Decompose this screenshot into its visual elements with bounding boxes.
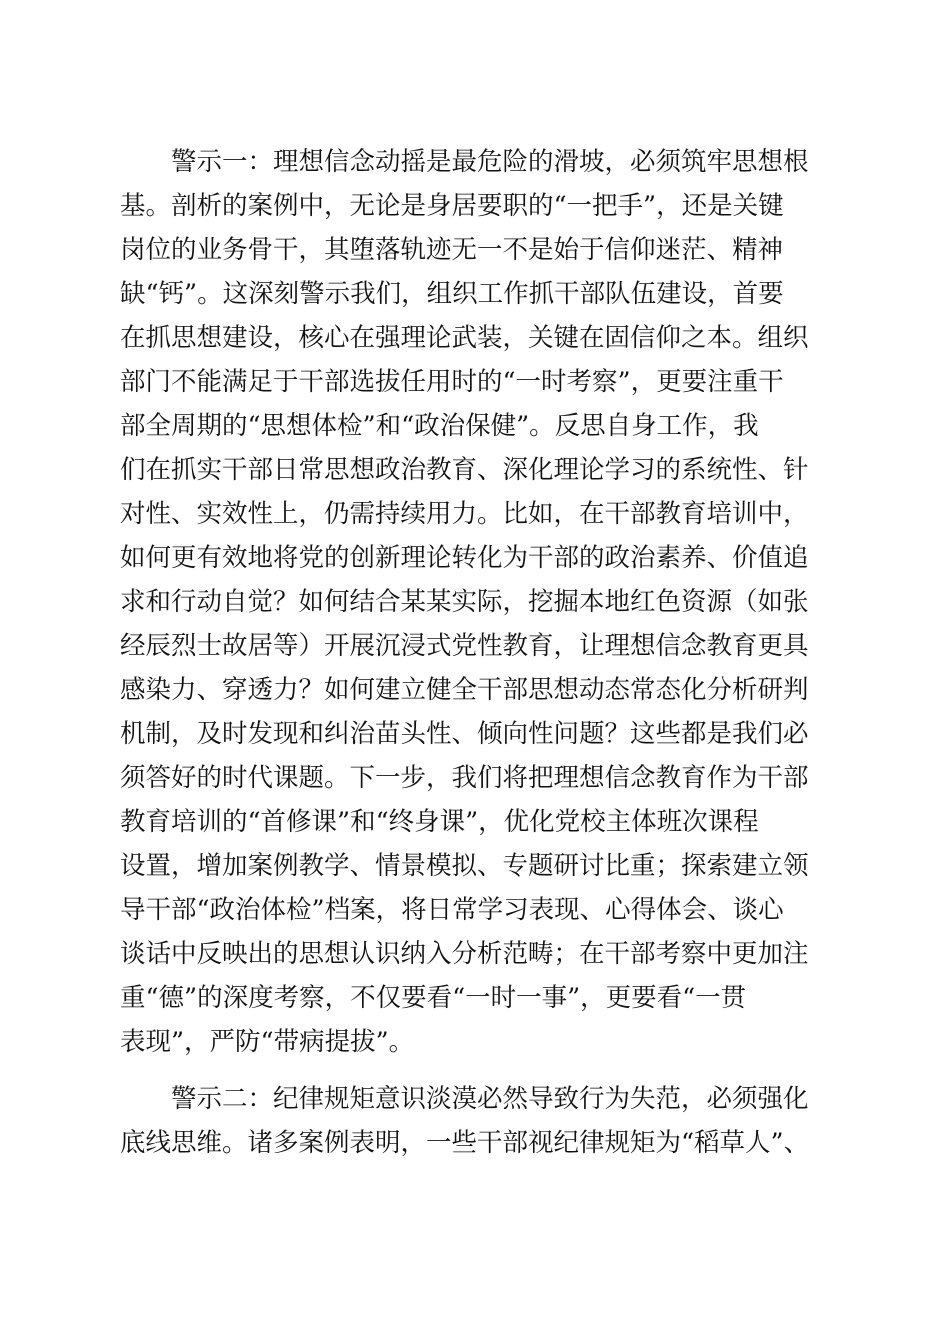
- text-line: 在抓思想建设，核心在强理论武装，关键在固信仰之本。组织: [120, 323, 809, 353]
- text-line: 设置，增加案例教学、情景模拟、专题研讨比重；探索建立领: [120, 851, 809, 881]
- text-line: 缺“钙”。这深刻警示我们，组织工作抓干部队伍建设，首要: [120, 279, 784, 309]
- text-line: 底线思维。诸多案例表明，一些干部视纪律规矩为“稻草人”、: [120, 1128, 810, 1158]
- text-line: 教育培训的“首修课”和“终身课”，优化党校主体班次课程: [120, 807, 759, 837]
- text-line: 部全周期的“思想体检”和“政治保健”。反思自身工作，我: [120, 411, 759, 441]
- text-line: 须答好的时代课题。下一步，我们将把理想信念教育作为干部: [120, 763, 809, 793]
- text-line: 警示二：纪律规矩意识淡漠必然导致行为失范，必须强化: [120, 1084, 809, 1114]
- text-line: 们在抓实干部日常思想政治教育、深化理论学习的系统性、针: [120, 455, 809, 485]
- paragraph-warning-one: [120, 140, 830, 1064]
- text-line: 基。剖析的案例中，无论是身居要职的“一把手”，还是关键: [120, 191, 784, 221]
- text-line: 感染力、穿透力？如何建立健全干部思想动态常态化分析研判: [120, 675, 809, 705]
- text-line: 谈话中反映出的思想认识纳入分析范畴；在干部考察中更加注: [120, 939, 809, 969]
- text-line: 机制，及时发现和纠治苗头性、倾向性问题？这些都是我们必: [120, 719, 809, 749]
- text-line: 表现”，严防“带病提拔”。: [120, 1027, 415, 1057]
- text-line: 如何更有效地将党的创新理论转化为干部的政治素养、价值追: [120, 543, 809, 573]
- text-line: 导干部“政治体检”档案，将日常学习表现、心得体会、谈心: [120, 895, 784, 925]
- text-line: 重“德”的深度考察，不仅要看“一时一事”，更要看“一贯: [120, 983, 747, 1013]
- text-line: 部门不能满足于干部选拔任用时的“一时考察”，更要注重干: [120, 367, 784, 397]
- text-line: 经辰烈士故居等）开展沉浸式党性教育，让理想信念教育更具: [120, 631, 809, 661]
- text-line: 对性、实效性上，仍需持续用力。比如，在干部教育培训中，: [120, 499, 809, 529]
- text-line: 求和行动自觉？如何结合某某实际，挖掘本地红色资源（如张: [120, 587, 809, 617]
- text-line: 岗位的业务骨干，其堕落轨迹无一不是始于信仰迷茫、精神: [120, 235, 784, 265]
- paragraph-warning-two: [120, 1077, 830, 1165]
- text-line: 警示一：理想信念动摇是最危险的滑坡，必须筑牢思想根: [120, 147, 809, 177]
